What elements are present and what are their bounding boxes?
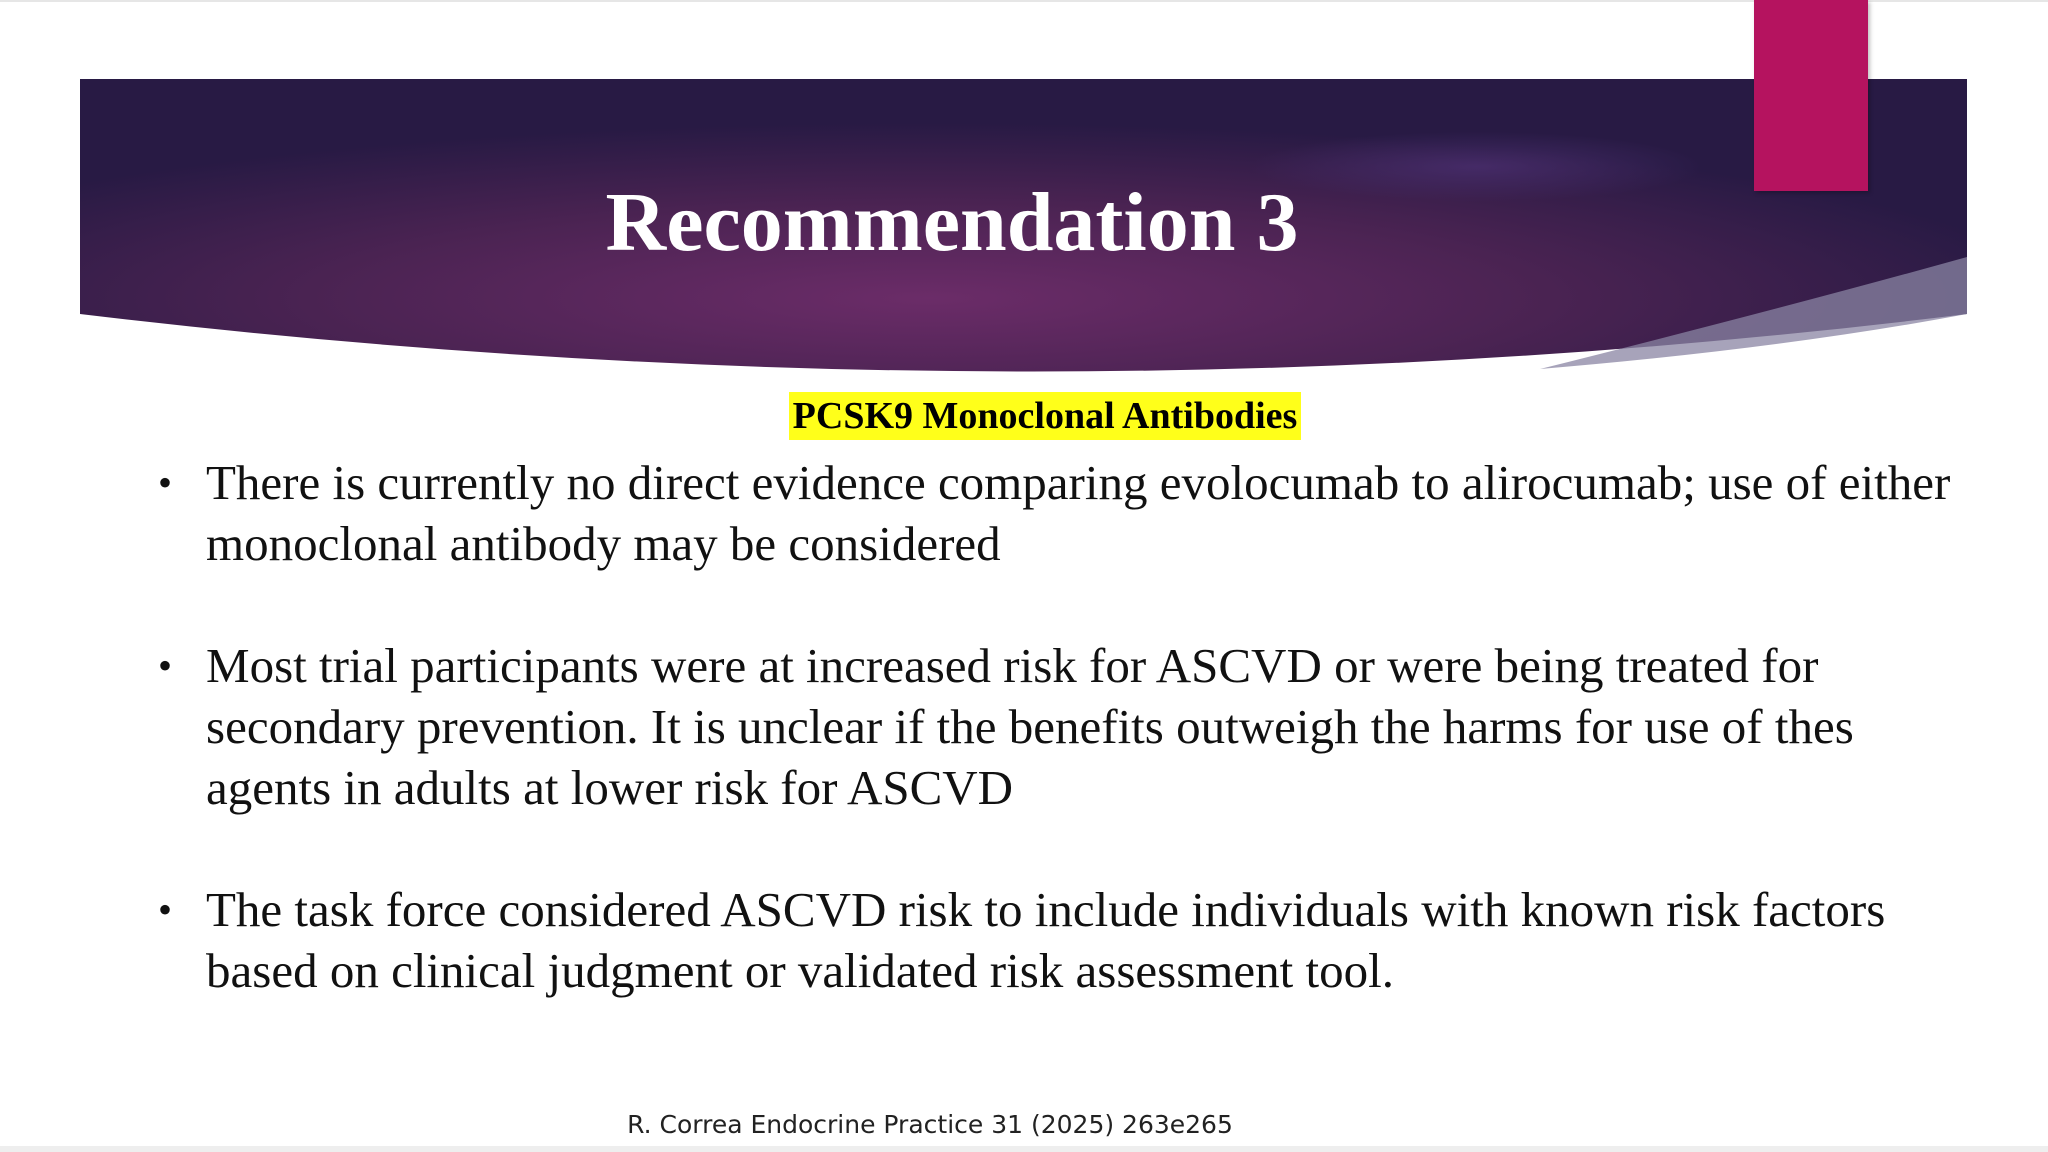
- slide-subtitle: PCSK9 Monoclonal Antibodies: [789, 392, 1302, 440]
- citation: R. Correa Endocrine Practice 31 (2025) 263e265: [627, 1110, 1233, 1139]
- bullet-item: [158, 635, 1978, 818]
- bullet-item: [158, 879, 1978, 1001]
- bullet-list: [158, 452, 1978, 1001]
- bullet-dot-icon: •: [158, 460, 173, 505]
- bullet-text: Most trial participants were at increased risk for ASCVD or were being treated for secondary prevention. It is unclear if the benefits outweigh the harms for use of thes agents in adults at lower risk for ASCVD: [206, 638, 1854, 815]
- bullet-text: There is currently no direct evidence comparing evolocumab to alirocumab; use of either monoclonal antibody may be considered: [206, 455, 1951, 571]
- bullet-dot-icon: •: [158, 643, 173, 688]
- bullet-dot-icon: •: [158, 887, 173, 932]
- subtitle-row: [0, 392, 2048, 440]
- accent-tab: [1754, 0, 1868, 191]
- bullet-item: [158, 452, 1978, 574]
- bottom-divider: [0, 1146, 2048, 1152]
- top-divider: [0, 0, 2048, 2]
- slide-title: Recommendation 3: [605, 176, 1299, 269]
- bullet-text: The task force considered ASCVD risk to include individuals with known risk factors based on clinical judgment or validated risk assessment tool.: [206, 882, 1886, 998]
